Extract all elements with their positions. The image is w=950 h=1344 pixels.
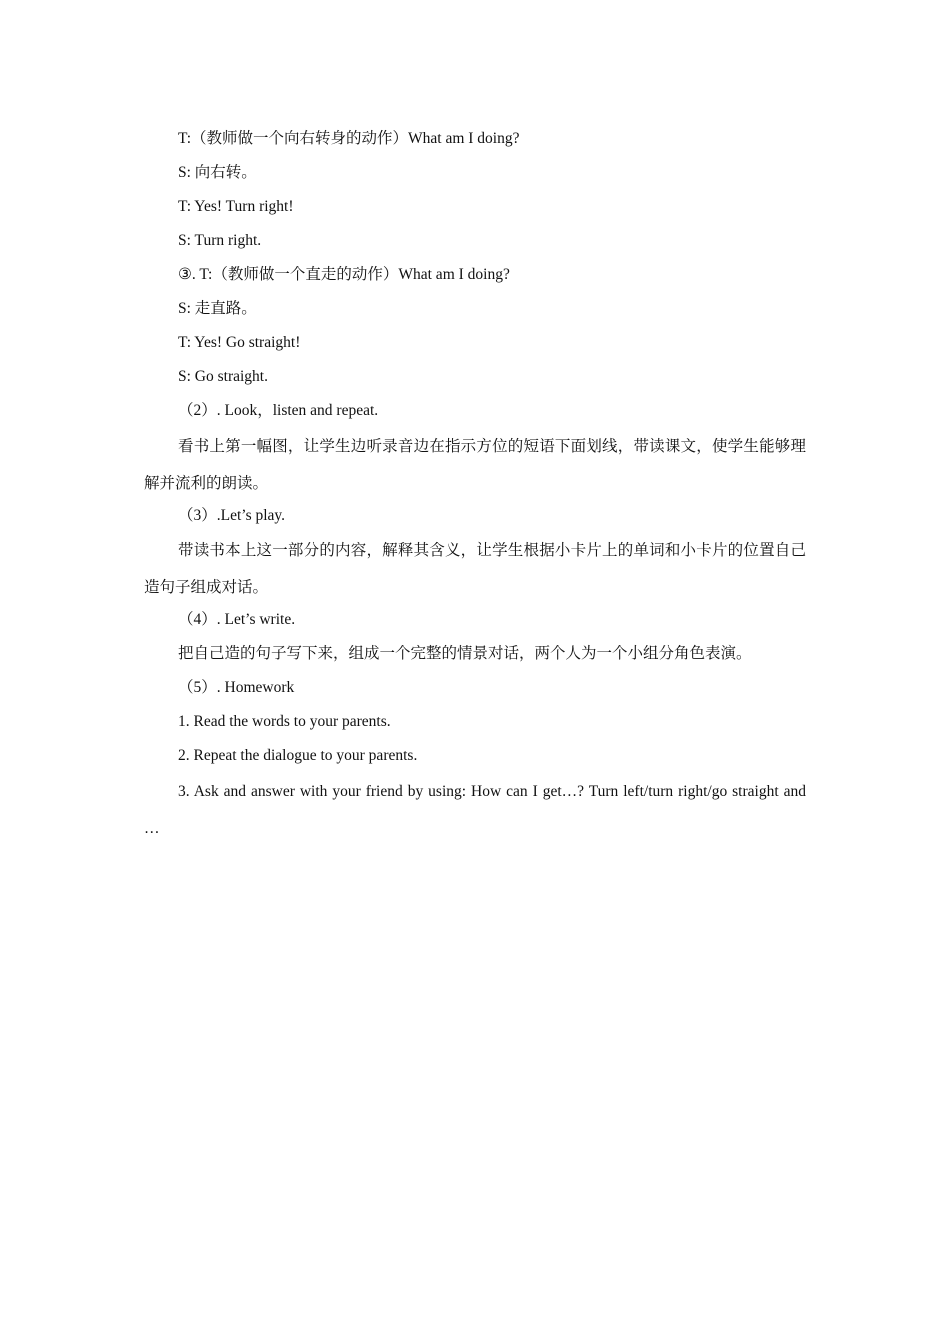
dialogue-line: T: Yes! Go straight! [178, 334, 301, 351]
paragraph-look-listen: 看书上第一幅图，让学生边听录音边在指示方位的短语下面划线，带读课文，使学生能够理解并流利的朗读。 [144, 438, 806, 492]
dialogue-line: T: Yes! Turn right! [178, 198, 294, 215]
dialogue-line: T:（教师做一个向右转身的动作）What am I doing? [178, 130, 520, 147]
document-body [144, 122, 806, 844]
dialogue-line: S: Turn right. [178, 232, 262, 249]
dialogue-line: ③. T:（教师做一个直走的动作）What am I doing? [178, 266, 510, 283]
dialogue-line: S: 走直路。 [178, 300, 257, 317]
homework-item: 3. Ask and answer with your friend by using: How can I get…? Turn left/turn right/go straight and … [144, 783, 806, 837]
homework-item: 1. Read the words to your parents. [178, 713, 391, 730]
dialogue-line: S: Go straight. [178, 368, 268, 385]
section-heading-look-listen: （2）. Look，listen and repeat. [178, 402, 379, 419]
dialogue-line: S: 向右转。 [178, 164, 257, 181]
section-heading-homework: （5）. Homework [178, 679, 295, 696]
section-heading-lets-write: （4）. Let’s write. [178, 611, 296, 628]
section-heading-lets-play: （3）.Let’s play. [178, 507, 286, 524]
paragraph-lets-write: 把自己造的句子写下来，组成一个完整的情景对话，两个人为一个小组分角色表演。 [178, 645, 752, 662]
homework-item: 2. Repeat the dialogue to your parents. [178, 747, 418, 764]
paragraph-lets-play: 带读书本上这一部分的内容，解释其含义，让学生根据小卡片上的单词和小卡片的位置自己造句子组成对话。 [144, 542, 806, 596]
